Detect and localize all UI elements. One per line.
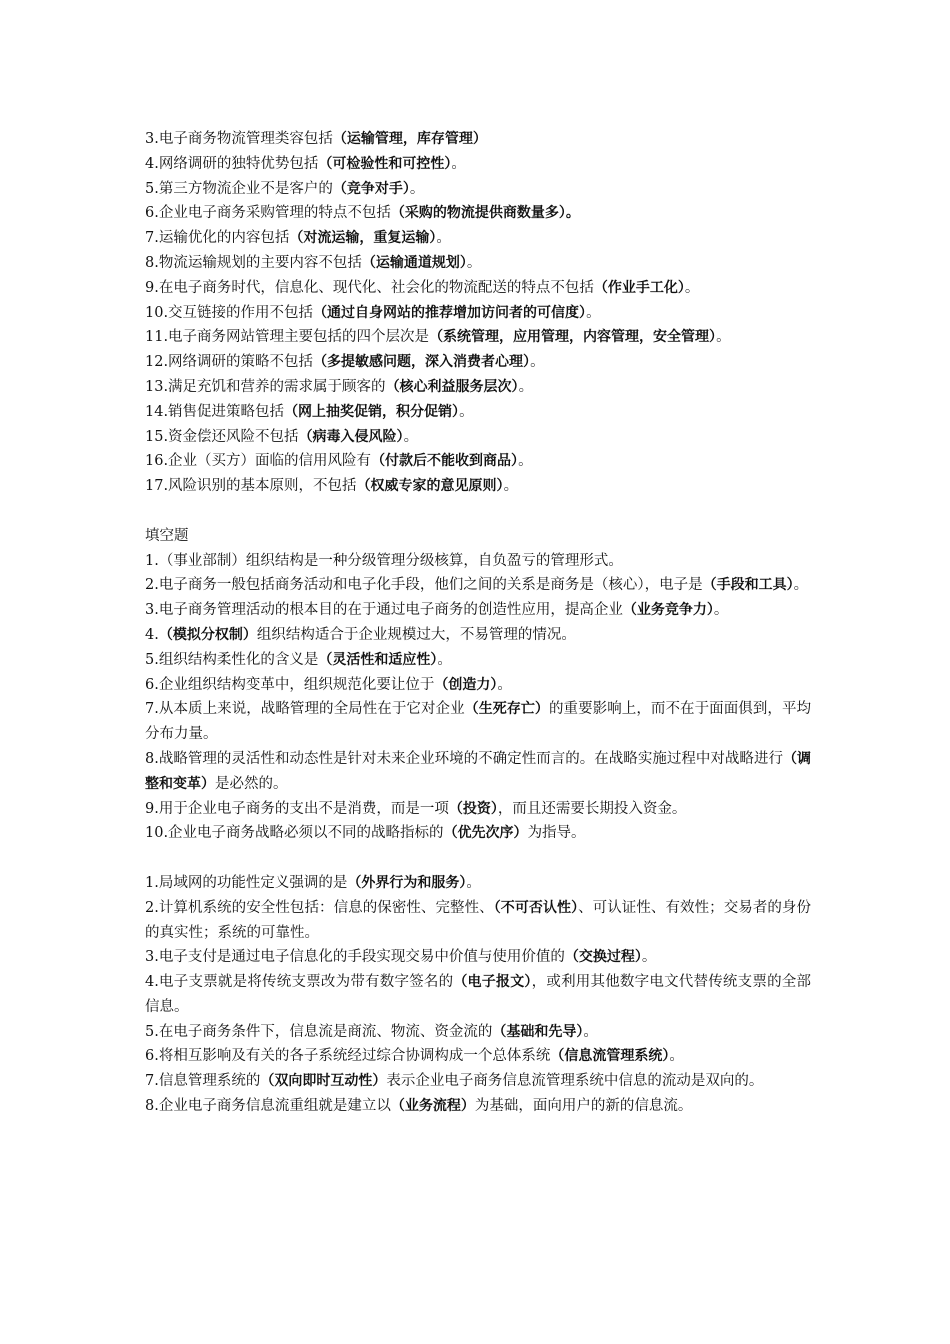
question-text: 1.（事业部制）组织结构是一种分级管理分级核算，自负盈亏的管理形式。 [145, 552, 623, 569]
answer-text: （运输管理，库存管理） [332, 131, 487, 147]
answer-text: （网上抽奖促销，积分促销） [284, 403, 460, 420]
answer-text: （灵活性和适应性） [318, 651, 438, 668]
answer-text: （可检验性和可控性） [318, 155, 452, 172]
question-text: 11.电子商务网站管理主要包括的四个层次是 [145, 329, 430, 346]
question-text: 2.计算机系统的安全性包括：信息的保密性、完整性、 [145, 899, 494, 916]
question-text: 5.在电子商务条件下，信息流是商流、物流、资金流的 [145, 1023, 493, 1040]
list-item [145, 276, 811, 301]
question-tail: 。 [586, 304, 601, 321]
answer-text: （运输通道规划） [361, 254, 467, 271]
question-tail: 。 [669, 1048, 684, 1065]
list-item [145, 896, 811, 946]
question-text: 9.用于企业电子商务的支出不是消费，而是一项 [145, 800, 449, 817]
list-item [145, 821, 811, 846]
question-tail: 。 [684, 279, 700, 296]
question-tail: 为指导。 [527, 825, 586, 842]
document-page [145, 127, 811, 1119]
list-item [145, 1044, 811, 1069]
list-item [145, 152, 811, 177]
question-text: 15.资金偿还风险不包括 [145, 428, 299, 445]
question-tail: 。 [518, 378, 534, 395]
list-item [145, 945, 811, 970]
question-tail: 是必然的。 [215, 775, 288, 792]
answer-text: （基础和先导） [492, 1023, 584, 1040]
question-text: 17.风险识别的基本原则，不包括 [145, 478, 357, 495]
question-text: 4.网络调研的独特优势包括 [145, 155, 319, 172]
question-text: 5.第三方物流企业不是客户的 [145, 180, 333, 197]
list-item [145, 623, 811, 648]
answer-text: （竞争对手） [332, 180, 410, 197]
list-item [145, 325, 811, 350]
list-item [145, 350, 811, 375]
list-item [145, 251, 811, 276]
question-text: 10.交互链接的作用不包括 [145, 304, 314, 321]
question-text: 12.网络调研的策略不包括 [145, 354, 314, 371]
question-text: 3.电子商务物流管理类容包括 [145, 131, 333, 147]
answer-text: （交换过程） [564, 949, 642, 966]
question-tail: 。 [713, 602, 729, 619]
question-text: 7.从本质上来说，战略管理的全局性在于它对企业 [145, 701, 465, 718]
question-text: 4. [145, 626, 159, 643]
answer-text: （作业手工化） [593, 279, 685, 296]
answer-text: （信息流管理系统） [550, 1048, 670, 1065]
list-item [145, 970, 811, 1020]
list-item [145, 226, 811, 251]
question-tail: 、可认证性、有效性；交易者的身份的真实性；系统的可靠性。 [145, 899, 811, 941]
question-tail: 。 [583, 1023, 598, 1040]
question-text: 3.电子支付是通过电子信息化的手段实现交易中价值与使用价值的 [145, 949, 565, 966]
list-item [145, 1020, 811, 1045]
answer-text: （双向即时互动性） [260, 1073, 387, 1090]
answer-text: （对流运输，重复运输） [289, 230, 437, 247]
question-tail: 。 [437, 651, 452, 668]
question-text: 8.企业电子商务信息流重组就是建立以 [145, 1098, 391, 1115]
question-tail: ，或利用其他数字电文代替传统支票的全部信息。 [145, 974, 812, 1015]
question-tail: 。 [403, 428, 419, 445]
list-item [145, 301, 811, 326]
question-tail: 的重要影响上，而不在于面面俱到，平均分布力量。 [145, 701, 812, 743]
list-item [145, 747, 811, 797]
answer-text: （模拟分权制） [158, 626, 257, 643]
list-item [145, 449, 811, 474]
list-item [145, 400, 811, 425]
question-text: 4.电子支票就是将传统支票改为带有数字签名的 [145, 974, 454, 991]
question-tail: 。 [793, 577, 809, 594]
question-text: 9.在电子商务时代，信息化、现代化、社会化的物流配送的特点不包括 [145, 279, 594, 296]
answer-text: （业务竞争力） [622, 602, 714, 619]
list-item [145, 127, 811, 152]
question-text: 16.企业（买方）面临的信用风险有 [145, 453, 372, 470]
section-fill-blank-2 [145, 871, 811, 1119]
list-item [145, 797, 811, 822]
answer-text: （外界行为和服务） [347, 874, 467, 891]
answer-text: （核心利益服务层次） [385, 378, 519, 395]
question-tail: 。 [409, 180, 425, 197]
paragraph-spacer [145, 846, 811, 871]
answer-text: （电子报文） [453, 974, 532, 991]
question-tail: 。 [530, 354, 545, 371]
answer-text: （多提敏感问题，深入消费者心理） [313, 354, 531, 371]
list-item [145, 425, 811, 450]
list-item [145, 648, 811, 673]
question-text: 3.电子商务管理活动的根本目的在于通过电子商务的创造性应用，提高企业 [145, 602, 623, 619]
section-choice [145, 127, 811, 499]
question-tail: 。 [716, 329, 731, 346]
paragraph-spacer [145, 499, 811, 524]
question-text: 1.局域网的功能性定义强调的是 [145, 874, 348, 891]
list-item [145, 673, 811, 698]
question-text: 7.运输优化的内容包括 [145, 230, 290, 247]
list-item [145, 177, 811, 202]
list-item [145, 549, 811, 574]
question-text: 14.销售促进策略包括 [145, 403, 285, 420]
answer-text: （通过自身网站的推荐增加访问者的可信度） [313, 304, 587, 321]
list-item [145, 1094, 811, 1119]
question-tail: 。 [466, 874, 481, 891]
answer-text: （优先次序） [443, 825, 528, 842]
question-text: 6.企业组织结构变革中，组织规范化要让位于 [145, 676, 435, 693]
answer-text: （付款后不能收到商品） [371, 453, 519, 470]
answer-text: （系统管理，应用管理，内容管理，安全管理） [429, 329, 717, 346]
list-item [145, 1069, 811, 1094]
question-tail: 为基础，面向用户的新的信息流。 [474, 1098, 693, 1115]
list-item [145, 871, 811, 896]
question-tail: 。 [459, 403, 474, 420]
question-text: 13.满足充饥和营养的需求属于顾客的 [145, 378, 386, 395]
answer-text: （手段和工具） [702, 577, 794, 594]
question-tail: 。 [451, 155, 466, 172]
question-text: 7.信息管理系统的 [145, 1073, 261, 1090]
answer-text: （生死存亡） [464, 701, 549, 718]
question-text: 10.企业电子商务战略必须以不同的战略指标的 [145, 825, 444, 842]
answer-text: （投资） [448, 800, 498, 817]
question-tail: 组织结构适合于企业规模过大，不易管理的情况。 [256, 626, 576, 643]
answer-text: （采购的物流提供商数量多）。 [390, 205, 580, 222]
question-tail: 。 [503, 478, 519, 495]
answer-text: （不可否认性） [493, 899, 579, 916]
answer-text: （病毒入侵风险） [298, 428, 404, 445]
answer-text: （业务流程） [390, 1098, 475, 1115]
list-item [145, 375, 811, 400]
answer-text: （权威专家的意见原则） [356, 478, 504, 495]
question-tail: 。 [436, 230, 451, 247]
question-text: 2.电子商务一般包括商务活动和电子化手段，他们之间的关系是商务是（核心），电子是 [145, 577, 703, 594]
list-item [145, 201, 811, 226]
section-fill-blank [145, 524, 811, 846]
answer-text: （创造力） [434, 676, 498, 693]
question-text: 6.将相互影响及有关的各子系统经过综合协调构成一个总体系统 [145, 1048, 551, 1065]
question-tail: ，而且还需要长期投入资金。 [497, 800, 687, 817]
answer-text: （调整和变革） [145, 750, 811, 792]
section-heading: 填空题 [145, 527, 189, 544]
list-item [145, 474, 811, 499]
question-text: 8.战略管理的灵活性和动态性是针对未来企业环境的不确定性而言的。在战略实施过程中对战略进行 [145, 750, 783, 767]
question-tail: 。 [466, 254, 482, 271]
list-item [145, 598, 811, 623]
question-tail: 。 [518, 453, 533, 470]
question-tail: 。 [641, 949, 657, 966]
list-item [145, 697, 811, 747]
list-item [145, 573, 811, 598]
question-text: 5.组织结构柔性化的含义是 [145, 651, 319, 668]
question-text: 8.物流运输规划的主要内容不包括 [145, 254, 362, 271]
question-text: 6.企业电子商务采购管理的特点不包括 [145, 205, 391, 222]
question-tail: 。 [497, 676, 512, 693]
question-tail: 表示企业电子商务信息流管理系统中信息的流动是双向的。 [386, 1073, 764, 1090]
